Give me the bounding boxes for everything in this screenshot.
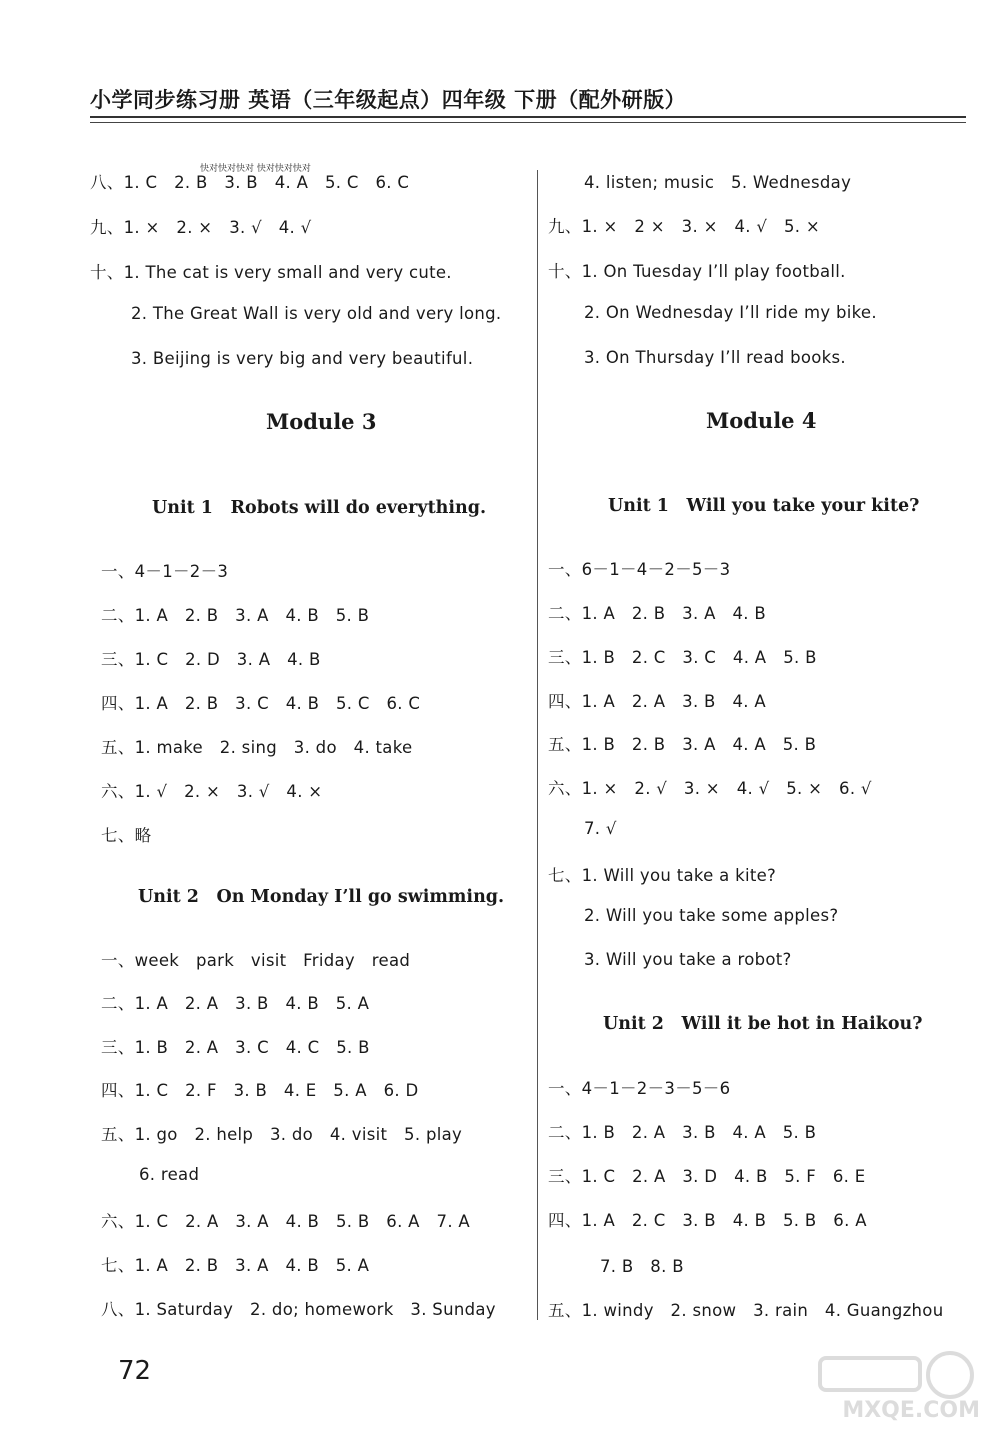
answer-line: 2. Will you take some apples? — [584, 906, 839, 925]
answer-line: 二、1. A 2. A 3. B 4. B 5. A — [101, 994, 370, 1013]
scribble-mark: 快对快对快对 快对快对快对 — [200, 164, 311, 174]
watermark-logo — [800, 1350, 980, 1430]
page-number: 72 — [118, 1356, 152, 1386]
answer-line: 九、1. × 2. × 3. √ 4. √ — [90, 218, 312, 237]
module-heading: Module 4 — [706, 408, 817, 433]
answer-line: 四、1. A 2. A 3. B 4. A — [548, 692, 766, 711]
answer-line: 七、1. A 2. B 3. A 4. B 5. A — [101, 1256, 370, 1275]
answer-line: 3. On Thursday I’ll read books. — [584, 348, 846, 367]
answer-line: 四、1. C 2. F 3. B 4. E 5. A 6. D — [101, 1081, 419, 1100]
answer-line: 四、1. A 2. C 3. B 4. B 5. B 6. A — [548, 1211, 867, 1230]
answer-line: 二、1. A 2. B 3. A 4. B 5. B — [101, 606, 370, 625]
unit-heading: Unit 2 On Monday I’ll go swimming. — [138, 887, 505, 907]
answer-line: 八、1. Saturday 2. do; homework 3. Sunday — [101, 1300, 496, 1319]
answer-line: 6. read — [139, 1165, 200, 1184]
answer-line: 四、1. A 2. B 3. C 4. B 5. C 6. C — [101, 694, 421, 713]
unit-heading: Unit 1 Will you take your kite? — [608, 496, 920, 516]
answer-line: 2. The Great Wall is very old and very long. — [131, 304, 502, 323]
header-rule-thin — [90, 122, 966, 123]
column-divider — [537, 170, 538, 1320]
answer-line: 九、1. × 2 × 3. × 4. √ 5. × — [548, 217, 821, 236]
answer-line: 五、1. B 2. B 3. A 4. A 5. B — [548, 735, 817, 754]
answer-line: 一、week park visit Friday read — [101, 951, 411, 970]
unit-heading: Unit 1 Robots will do everything. — [152, 498, 487, 518]
answer-line: 八、1. C 2. B 3. B 4. A 5. C 6. C — [90, 173, 410, 192]
answer-line: 三、1. C 2. A 3. D 4. B 5. F 6. E — [548, 1167, 866, 1186]
answer-line: 七、1. Will you take a kite? — [548, 866, 777, 885]
answer-line: 五、1. make 2. sing 3. do 4. take — [101, 738, 413, 757]
answer-line: 一、4－1－2－3－5－6 — [548, 1079, 731, 1098]
answer-line: 十、1. On Tuesday I’ll play football. — [548, 262, 846, 281]
answer-line: 一、6－1－4－2－5－3 — [548, 560, 731, 579]
book-title-header: 小学同步练习册 英语（三年级起点）四年级 下册（配外研版） — [90, 88, 687, 112]
answer-line: 六、1. √ 2. × 3. √ 4. × — [101, 782, 323, 801]
answer-line: 2. On Wednesday I’ll ride my bike. — [584, 303, 877, 322]
answer-line: 六、1. × 2. √ 3. × 4. √ 5. × 6. √ — [548, 779, 872, 798]
answer-line: 七、略 — [101, 826, 152, 845]
answer-line: 五、1. windy 2. snow 3. rain 4. Guangzhou — [548, 1301, 944, 1320]
unit-heading: Unit 2 Will it be hot in Haikou? — [603, 1014, 923, 1034]
answer-line: 三、1. B 2. A 3. C 4. C 5. B — [101, 1038, 370, 1057]
answer-line: 一、4－1－2－3 — [101, 562, 229, 581]
answer-line: 三、1. B 2. C 3. C 4. A 5. B — [548, 648, 817, 667]
module-heading: Module 3 — [266, 409, 377, 434]
answer-line: 六、1. C 2. A 3. A 4. B 5. B 6. A 7. A — [101, 1212, 471, 1231]
watermark-text: MXQE.COM — [842, 1398, 980, 1423]
answer-line: 三、1. C 2. D 3. A 4. B — [101, 650, 321, 669]
answer-line: 二、1. A 2. B 3. A 4. B — [548, 604, 766, 623]
answer-line: 7. √ — [584, 819, 617, 838]
watermark-emblem-icon — [800, 1350, 980, 1400]
answer-line: 3. Will you take a robot? — [584, 950, 792, 969]
answer-line: 五、1. go 2. help 3. do 4. visit 5. play — [101, 1125, 463, 1144]
answer-line: 十、1. The cat is very small and very cute. — [90, 263, 452, 282]
header-rule-thick — [90, 116, 966, 118]
answer-line: 7. B 8. B — [600, 1257, 684, 1276]
answer-line: 二、1. B 2. A 3. B 4. A 5. B — [548, 1123, 817, 1142]
answer-line: 3. Beijing is very big and very beautiful. — [131, 349, 474, 368]
answer-line: 4. listen; music 5. Wednesday — [584, 173, 852, 192]
